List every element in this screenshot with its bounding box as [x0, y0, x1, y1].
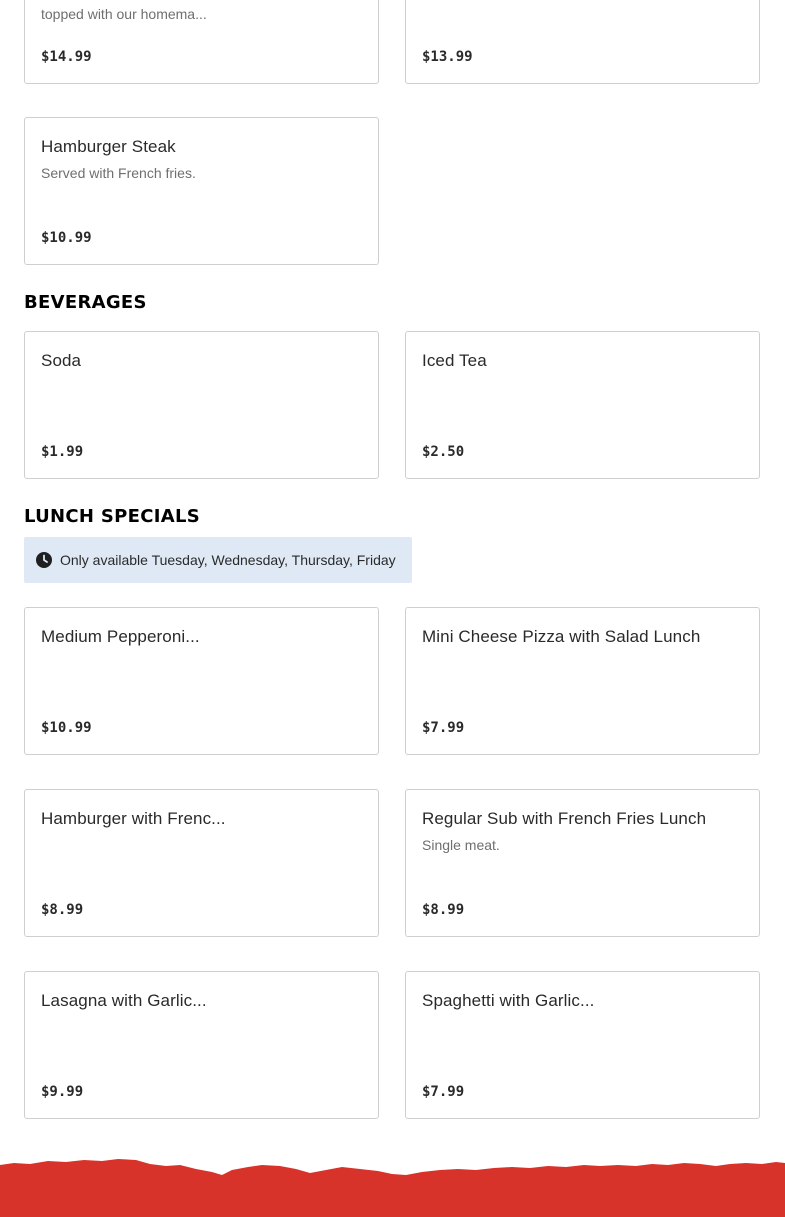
menu-item-card-medium-pepperoni[interactable]	[24, 607, 379, 755]
availability-notice	[24, 537, 412, 583]
menu-item-price: $13.99	[422, 49, 473, 65]
section-heading-beverages: BEVERAGES	[24, 292, 147, 313]
menu-item-title: Hamburger Steak	[41, 137, 176, 156]
menu-item-card-lasagna[interactable]	[24, 971, 379, 1119]
menu-item-card-hamburger-fries[interactable]	[24, 789, 379, 937]
section-heading-lunch-specials: LUNCH SPECIALS	[24, 506, 200, 527]
menu-item-price: $7.99	[422, 1084, 465, 1100]
menu-item-card-regular-sub[interactable]	[405, 789, 760, 937]
availability-text: Only available Tuesday, Wednesday, Thursday, Friday	[60, 552, 396, 568]
menu-item-card[interactable]	[24, 0, 379, 84]
clock-icon	[36, 552, 52, 568]
menu-item-price: $10.99	[41, 720, 92, 736]
menu-item-title: Regular Sub with French Fries Lunch	[422, 809, 707, 828]
menu-item-price: $14.99	[41, 49, 92, 65]
menu-item-title: Spaghetti with Garlic...	[422, 991, 595, 1010]
menu-item-title: Iced Tea	[422, 351, 487, 370]
menu-item-title: Lasagna with Garlic...	[41, 991, 207, 1010]
menu-item-card[interactable]	[405, 0, 760, 84]
menu-item-description: Single meat.	[422, 837, 500, 853]
menu-item-title: Medium Pepperoni...	[41, 627, 200, 646]
footer-torn-edge	[0, 1155, 785, 1217]
menu-item-title: Hamburger with Frenc...	[41, 809, 226, 828]
menu-item-card-iced-tea[interactable]	[405, 331, 760, 479]
menu-item-card-hamburger-steak[interactable]	[24, 117, 379, 265]
menu-item-title: Mini Cheese Pizza with Salad Lunch	[422, 627, 701, 646]
menu-item-description: Served with French fries.	[41, 165, 196, 181]
menu-item-description: topped with our homema...	[41, 6, 207, 22]
menu-item-price: $1.99	[41, 444, 84, 460]
menu-item-price: $7.99	[422, 720, 465, 736]
menu-item-price: $8.99	[422, 902, 465, 918]
menu-item-price: $2.50	[422, 444, 465, 460]
menu-item-title: Soda	[41, 351, 82, 370]
menu-item-card-soda[interactable]	[24, 331, 379, 479]
menu-item-card-mini-cheese-pizza[interactable]	[405, 607, 760, 755]
menu-item-price: $8.99	[41, 902, 84, 918]
menu-item-price: $10.99	[41, 230, 92, 246]
menu-item-card-spaghetti[interactable]	[405, 971, 760, 1119]
menu-item-price: $9.99	[41, 1084, 84, 1100]
